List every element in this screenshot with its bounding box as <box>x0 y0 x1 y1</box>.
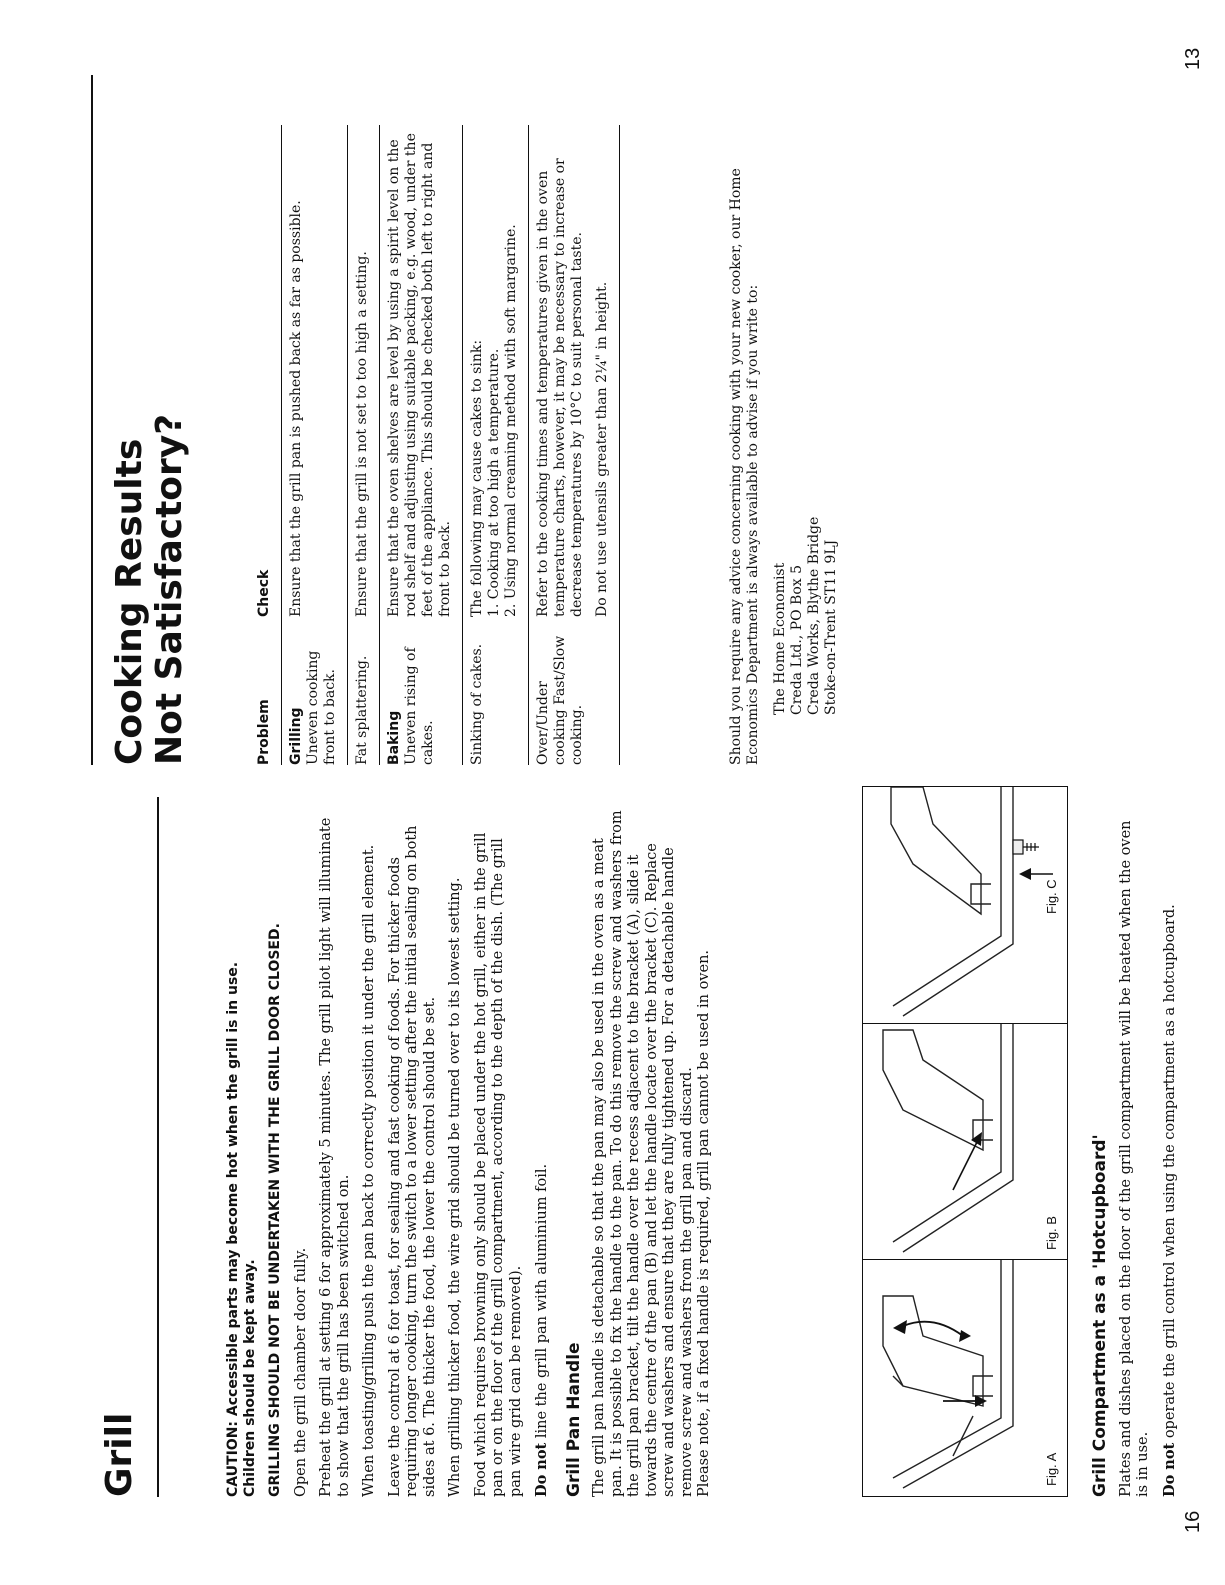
cooking-table <box>250 125 634 765</box>
cooking-top-rule <box>91 75 93 765</box>
problem-text: Uneven rising of cakes. <box>403 647 436 765</box>
paragraph-foil <box>533 807 552 1497</box>
paragraph-control: Leave the control at 6 for toast, for sealing and fast cooking of foods. For thicker foods requiring longer cooking, turn the switch to a lower setting after the initial sealing on both sides at 6. The thicker the food, the lower the control should be set. <box>386 825 438 1497</box>
advice-text: Should you require any advice concerning cooking with your new cooker, our Home Economics Department is always available to advise if you write to: <box>728 168 761 765</box>
group-label: Baking <box>386 710 402 765</box>
cooking-title-line-2: Not Satisfactory? <box>149 413 190 765</box>
grill-title: Grill <box>99 1412 140 1497</box>
check-cell <box>529 125 620 617</box>
figure-a-label: Fig. A <box>1044 1452 1059 1486</box>
page-number-right: 13 <box>1182 47 1204 70</box>
figure-c-drawing <box>863 787 1067 1024</box>
donot-foil-bold: Do not <box>533 1442 550 1497</box>
figure-b-label: Fig. B <box>1044 1216 1059 1250</box>
hotcupboard-donot <box>1161 807 1180 1497</box>
check-cell: Ensure that the grill pan is pushed back as far as possible. <box>282 125 348 617</box>
header-problem: Problem <box>256 699 272 765</box>
table-row <box>282 125 348 765</box>
figure-a <box>863 1259 1067 1496</box>
figure-b-drawing <box>863 1024 1067 1260</box>
address-line: Stoke-on-Trent ST11 9LJ <box>823 539 839 715</box>
table-row <box>380 125 463 765</box>
grill-title-rule <box>157 797 159 1497</box>
cooking-page <box>80 65 839 765</box>
check-line: The following may cause cakes to sink: <box>469 339 485 617</box>
page-number-left: 16 <box>1182 1510 1204 1533</box>
problem-cell: Sinking of cakes. <box>463 617 529 765</box>
advice-section <box>728 125 840 765</box>
check-line: 2. Using normal creaming method with soft margarine. <box>503 224 519 617</box>
address-line: The Home Economist <box>772 562 788 715</box>
problem-cell: Fat splattering. <box>348 617 380 765</box>
caution-line-2: Children should be kept away. <box>242 1259 258 1497</box>
cooking-table-wrap <box>250 125 634 765</box>
donot-control-text: operate the grill control when using the compartment as a hotcupboard. <box>1161 904 1178 1443</box>
handle-note: Please note, if a fixed handle is required, grill pan cannot be used in oven. <box>696 949 712 1497</box>
table-row <box>348 125 380 765</box>
figure-c <box>863 787 1067 1024</box>
problem-cell <box>282 617 348 765</box>
check-line: Refer to the cooking times and temperatures given in the oven temperature charts, however, it may be necessary to increase or decrease temperatures by 10°C to suit personal taste. <box>535 158 585 617</box>
donot-foil-text: line the grill pan with aluminium foil. <box>534 1163 550 1443</box>
paragraph-toasting: When toasting/grilling push the pan back to correctly position it under the grill element. <box>361 844 377 1497</box>
caution-line-1: CAUTION: Accessible parts may become hot when the grill is in use. <box>225 961 241 1497</box>
address-line: Creda Works, Blythe Bridge <box>806 516 822 715</box>
problem-cell <box>380 617 463 765</box>
paragraph-thicker-food: When grilling thicker food, the wire grid should be turned over to its lowest setting. <box>447 877 463 1497</box>
hotcupboard-heading: Grill Compartment as a 'Hotcupboard' <box>1090 1134 1110 1497</box>
check-cell: Ensure that the grill is not set to too high a setting. <box>348 125 380 617</box>
table-row <box>463 125 529 765</box>
check-line: Do not use utensils greater than 2¼" in height. <box>594 281 610 617</box>
handle-text: The grill pan handle is detachable so that the pan may also be used in the oven as a meat pan. It is possible to fix the handle to the pan. To do this remove the screw and washers from the grill pan bracket, tilt the handle over the recess adjacent to the bracket (A), slide it towards the centre of the pan (B) and let the handle locate over the bracket (C). Replace screw and washers and ensure that they are fully tightened up. For a detachable handle remove screw and washers from the grill pan and discard. <box>591 810 695 1497</box>
problem-cell: Over/Under cooking Fast/Slow cooking. <box>529 617 620 765</box>
check-line: 1. Cooking at too high a temperature. <box>486 348 502 617</box>
grill-page <box>99 807 1178 1497</box>
header-check: Check <box>256 569 272 617</box>
figure-strip <box>862 786 1068 1497</box>
address-block <box>772 125 840 715</box>
check-cell: Ensure that the oven shelves are level by using a spirit level on the rod shelf and adjusting using suitable packing, e.g. wood, under the feet of the appliance. This should be checked both left to right and front to back. <box>380 125 463 617</box>
cooking-title-line-1: Cooking Results <box>109 438 150 765</box>
group-label: Grilling <box>288 707 304 765</box>
donot-control-bold: Do not <box>1160 1442 1178 1497</box>
figure-c-label: Fig. C <box>1044 879 1059 914</box>
check-cell <box>463 125 529 617</box>
handle-heading: Grill Pan Handle <box>563 1342 584 1497</box>
warning-text: GRILLING SHOULD NOT BE UNDERTAKEN WITH THE GRILL DOOR CLOSED. <box>267 923 283 1497</box>
figure-b <box>863 1023 1067 1260</box>
address-line: Creda Ltd., PO Box 5 <box>789 564 805 715</box>
table-row <box>529 125 620 765</box>
paragraph-preheat: Preheat the grill at setting 6 for approximately 5 minutes. The grill pilot light will illuminate to show that the grill has been switched on. <box>318 817 352 1497</box>
grill-body <box>225 807 722 1497</box>
problem-text: Uneven cooking front to back. <box>305 650 338 765</box>
paragraph-open-door: Open the grill chamber door fully. <box>292 1247 309 1497</box>
cooking-title <box>110 65 190 765</box>
figure-a-drawing <box>863 1260 1067 1496</box>
caution-text <box>225 807 259 1497</box>
paragraph-browning: Food which requires browning only should be placed under the hot grill, either in the grill pan or on the floor of the grill compartment, according to the depth of the dish. (The grill pan wire grid can be removed). <box>472 832 524 1497</box>
hotcupboard-text: Plates and dishes placed on the floor of the grill compartment will be heated when the oven is in use. <box>1117 820 1151 1497</box>
hotcupboard-section <box>1092 807 1187 1497</box>
